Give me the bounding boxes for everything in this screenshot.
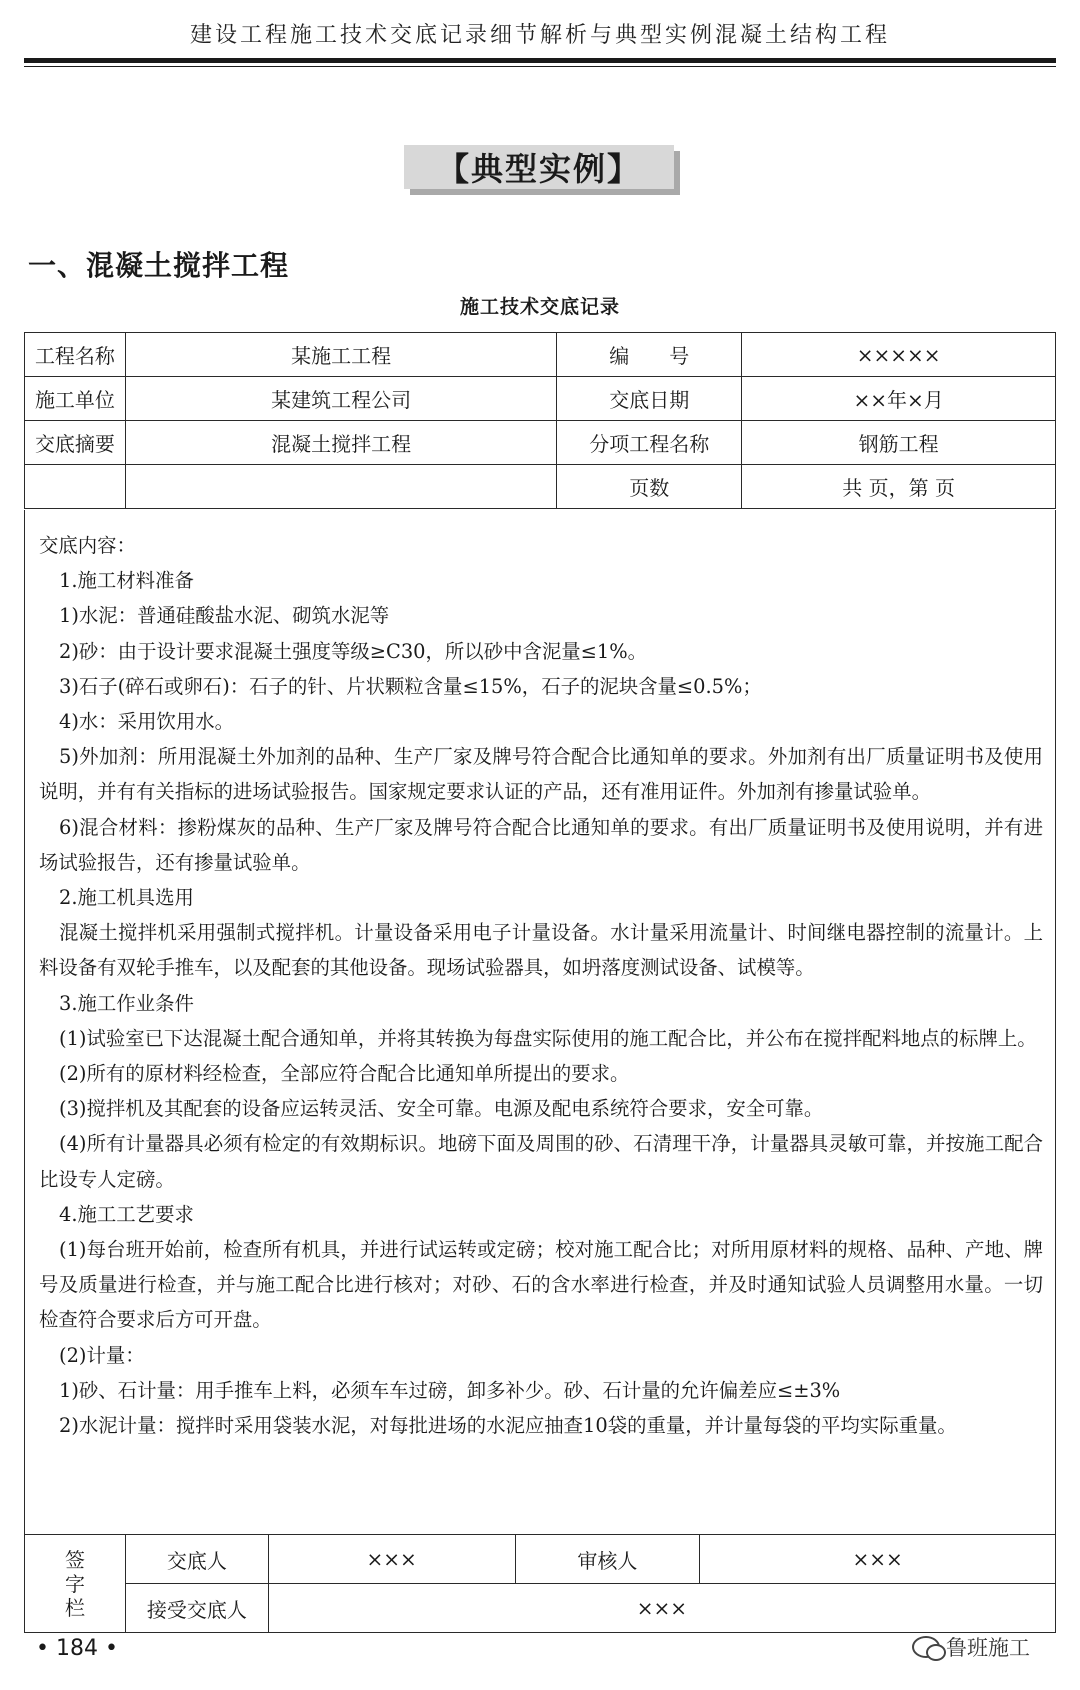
summary-value: 混凝土搅拌工程 [125,421,556,465]
signature-table [24,1534,1056,1633]
signature-row [25,1584,1056,1633]
info-row [25,333,1056,377]
section-title: 1.施工材料准备 [59,569,194,593]
section-title: 4.施工工艺要求 [59,1202,194,1226]
paragraph: (2)计量： [59,1343,145,1367]
sub-project-value: 钢筋工程 [742,421,1056,465]
presenter-value: ××× [268,1535,515,1584]
project-name-value: 某施工工程 [125,333,556,377]
sub-project-label: 分项工程名称 [557,421,742,465]
summary-label: 交底摘要 [25,421,126,465]
empty-cell [25,465,126,509]
header-rule-thin [24,66,1056,67]
paragraph: 混凝土搅拌机采用强制式搅拌机。计量设备采用电子计量设备。水计量采用流量计、时间继电器控制的流量计。上料设备有双轮手推车，以及配套的其他设备。现场试验器具，如坍落度测试设备、试模等。 [39,921,1043,980]
empty-cell [125,465,556,509]
reviewer-label: 审核人 [515,1535,700,1584]
presenter-label: 交底人 [125,1535,268,1584]
record-title: 施工技术交底记录 [459,296,620,318]
briefing-content [24,510,1056,1536]
section-title: 3.施工作业条件 [59,991,194,1015]
serial-number-label: 编 号 [557,333,742,377]
content-heading: 交底内容： [39,534,136,557]
signature-side-char: 栏 [64,1595,85,1620]
project-name-label: 工程名称 [25,333,126,377]
paragraph: (1)试验室已下达混凝土配合通知单，并将其转换为每盘实际使用的施工配合比，并公布在搅拌配料地点的标牌上。 [59,1026,1037,1050]
serial-number-value: ××××× [742,333,1056,377]
section-title: 2.施工机具选用 [59,886,194,910]
info-row [25,377,1056,421]
page-count-value: 共 页，第 页 [742,465,1056,509]
header-rule-thick [24,58,1056,63]
chapter-title: 【典型实例】 [404,145,674,189]
paragraph: 4)水：采用饮用水。 [59,710,235,734]
page-count-label: 页数 [557,465,742,509]
watermark-text: 鲁班施工 [946,1636,1030,1660]
info-row [25,421,1056,465]
signature-side-label [25,1535,126,1633]
paragraph: (1)每台班开始前，检查所有机具，并进行试运转或定磅；校对施工配合比；对所用原材料的规格、品种、产地、牌号及质量进行检查，并与施工配合比进行核对；对砂、石的含水率进行检查，并及时通知试验人员调整用水量。一切检查符合要求后方可开盘。 [39,1238,1043,1332]
watermark [912,1632,1030,1662]
running-header: 建设工程施工技术交底记录细节解析与典型实例混凝土结构工程 [189,23,890,48]
receiver-label: 接受交底人 [125,1584,268,1633]
contractor-value: 某建筑工程公司 [125,377,556,421]
info-table [24,332,1056,509]
section-heading: 一、混凝土搅拌工程 [28,249,290,282]
info-row [25,465,1056,509]
signature-side-char: 签 [64,1547,85,1572]
briefing-date-label: 交底日期 [557,377,742,421]
paragraph: (3)搅拌机及其配套的设备应运转灵活、安全可靠。电源及配电系统符合要求，安全可靠。 [59,1097,824,1121]
paragraph: (4)所有计量器具必须有检定的有效期标识。地磅下面及周围的砂、石清理干净，计量器具灵敏可靠，并按施工配合比设专人定磅。 [39,1132,1043,1191]
signature-side-char: 字 [64,1571,85,1596]
contractor-label: 施工单位 [25,377,126,421]
paragraph: 2)砂：由于设计要求混凝土强度等级≥C30，所以砂中含泥量≤1%。 [59,639,648,663]
paragraph: 5)外加剂：所用混凝土外加剂的品种、生产厂家及牌号符合配合比通知单的要求。外加剂有出厂质量证明书及使用说明，并有有关指标的进场试验报告。国家规定要求认证的产品，还有准用证件。外加剂有掺量试验单。 [39,745,1043,804]
reviewer-value: ××× [700,1535,1056,1584]
signature-row [25,1535,1056,1584]
paragraph: 3)石子(碎石或卵石)：石子的针、片状颗粒含量≤15%，石子的泥块含量≤0.5%； [59,674,762,698]
wechat-icon [912,1636,940,1658]
page-number: • 184 • [36,1636,118,1661]
briefing-date-value: ××年×月 [742,377,1056,421]
paragraph: 6)混合材料：掺粉煤灰的品种、生产厂家及牌号符合配合比通知单的要求。有出厂质量证明书及使用说明，并有进场试验报告，还有掺量试验单。 [39,815,1043,874]
receiver-value: ××× [268,1584,1055,1633]
paragraph: (2)所有的原材料经检查，全部应符合配合比通知单所提出的要求。 [59,1062,630,1086]
paragraph: 1)水泥：普通硅酸盐水泥、砌筑水泥等 [59,604,390,628]
paragraph: 2)水泥计量：搅拌时采用袋装水泥，对每批进场的水泥应抽查10袋的重量，并计量每袋的平均实际重量。 [59,1414,957,1438]
paragraph: 1)砂、石计量：用手推车上料，必须车车过磅，卸多补少。砂、石计量的允许偏差应≤±3% [59,1378,841,1402]
